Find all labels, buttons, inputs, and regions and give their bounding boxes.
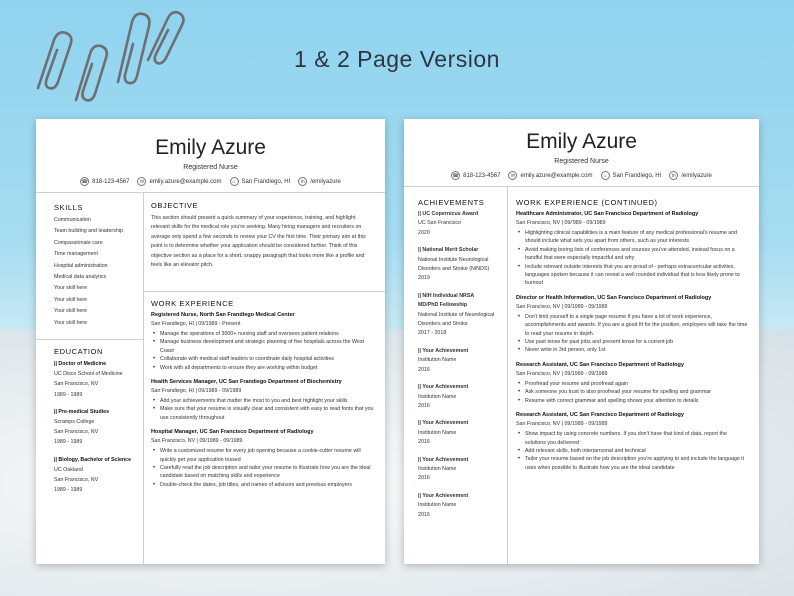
job-bullet: • Manage business development and strategic planning of five hospitals across the West Coast bbox=[151, 338, 377, 355]
candidate-name: Emily Azure bbox=[526, 130, 637, 153]
linkedin-icon: in bbox=[669, 171, 678, 180]
education-item: || Doctor of Medicine UC Disco School of Medicine San Francisco, NV 1989 - 1989 bbox=[54, 361, 123, 398]
job-entry: Registered Nurse, North San Frandiego Medical Center San Frandiego, HI | 09/1989 - Present • Manage the operations of 3000+ nursing staff and oversees patient relations • Manage business development and strategic planning of five hospitals across the West Coast • Collaborate with medical staff leaders to coordinate daily hospital activities • Work with all departments to ensure they are working within budget bbox=[151, 311, 377, 372]
candidate-name: Emily Azure bbox=[155, 136, 266, 159]
job-bullet: • Resume with correct grammar and spelling shows your attention to details bbox=[516, 397, 748, 405]
contact-location: ⌂ San Frandiego, HI bbox=[230, 177, 291, 186]
job-entry: Hospital Manager, UC San Francisco Department of Radiology San Francisco, NV | 09/1989 - 09/1989 • Write a customized resume for every job opening because a cookie-cutter resume will quickly get your application tossed • Carefully read the job description and tailor your resume to illustrate how you are the ideal candidate based on matching skills and experience • Double-check the dates, job titles, and names of advisors and previous employers bbox=[151, 428, 377, 489]
job-bullet: • Include relevant outside interests that you are proud of - perhaps extracurricular activities, languages spoken because it can reveal a well rounded individual that is less likely prone to burnout bbox=[516, 263, 748, 288]
email-icon: ✉ bbox=[137, 177, 146, 186]
achievements-list bbox=[418, 210, 506, 528]
work-experience-heading: WORK EXPERIENCE (CONTINUED) bbox=[516, 198, 658, 207]
skill-item: Hospital administration bbox=[54, 262, 108, 269]
achievement-item: || Your Achievement Institution Name 2016 bbox=[418, 384, 469, 409]
skill-item: Communication bbox=[54, 217, 91, 223]
skill-item: Your skill here bbox=[54, 308, 88, 315]
skill-item: Medical data analytics bbox=[54, 274, 107, 281]
education-list bbox=[54, 359, 142, 502]
contact-bar bbox=[36, 177, 385, 186]
job-bullet: • Never write in 3rd person, only 1st bbox=[516, 346, 748, 354]
achievement-item: || National Merit Scholar National Institute Neurological Disorders and Stroke (NINDS) 2019 bbox=[418, 247, 490, 282]
job-bullet: • Tailor your resume based on the job description you're applying to and include the language it uses when possible to illustrate how you are the ideal candidate bbox=[516, 455, 748, 472]
skill-item: Time management bbox=[54, 251, 98, 258]
job-bullet: • Proofread your resume and proofread again bbox=[516, 380, 748, 388]
resume-page-one bbox=[36, 119, 385, 564]
resume-page-two bbox=[404, 119, 759, 564]
skill-item: Your skill here bbox=[54, 296, 88, 303]
skill-item: Team building and leadership bbox=[54, 228, 123, 235]
job-bullet: • Write a customized resume for every job opening because a cookie-cutter resume will quickly get your application tossed bbox=[151, 447, 377, 464]
contact-linkedin: in /emilyazure bbox=[298, 177, 341, 186]
achievement-item: || Your Achievement Institution Name 2016 bbox=[418, 420, 469, 446]
page-title: 1 & 2 Page Version bbox=[294, 46, 500, 72]
work-experience-list bbox=[151, 311, 377, 495]
job-entry: Director or Health Information, UC San Francisco Department of Radiology San Francisco, NV | 09/1989 - 09/1989 • Don't limit yourself to a single page resume if you have a lot of work experience, accomplishments and awards. If you are a good fit for the position, employers will take the time to read your resume in depth. • Use past tense for past jobs and present tense for a current job • Never write in 3rd person, only 1st bbox=[516, 294, 748, 355]
education-heading: EDUCATION bbox=[54, 347, 104, 356]
job-bullet: • Avoid making boring lists of conferences and courses you've attended, instead focus on a handful that were especially impactful and why bbox=[516, 246, 748, 263]
phone-icon: ☎ bbox=[81, 178, 88, 185]
achievement-item: || Your Achievement Institution Name 2016 bbox=[418, 492, 469, 518]
education-item: || Biology, Bachelor of Science UC Oakland San Francisco, NV 1989 - 1989 bbox=[54, 456, 132, 494]
job-entry: Research Assistant, UC San Francisco Department of Radiology San Francisco, NV | 09/1989 - 09/1989 • Show impact by using concrete numbers. If you don't have that kind of data, report the solutions you delivered • Add relevant skills, both interpersonal and technical • Tailor your resume based on the job description you're applying to and include the language it uses when possible to illustrate how you are the ideal candidate bbox=[516, 411, 748, 472]
right-divider bbox=[143, 291, 385, 292]
job-bullet: • Add your achievements that matter the most to you and best highlight your skills bbox=[151, 397, 377, 405]
job-bullet: • Make sure that your resume is visually clear and consistent with easy to read fonts that you use consistently throughout bbox=[151, 405, 377, 422]
left-divider bbox=[36, 339, 143, 340]
job-bullet: • Collaborate with medical staff leaders to coordinate daily hospital activities bbox=[151, 355, 377, 363]
skill-item: Compassionate care bbox=[54, 239, 103, 246]
job-bullet: • Ask someone you trust to also proofread your resume for spelling and grammar bbox=[516, 388, 748, 396]
contact-linkedin: in /emilyazure bbox=[669, 171, 712, 180]
skill-item: Your skill here bbox=[54, 319, 88, 326]
job-bullet: • Work with all departments to ensure they are working within budget bbox=[151, 364, 377, 372]
job-bullet: • Add relevant skills, both interpersonal and technical bbox=[516, 447, 748, 455]
contact-location: ⌂ San Frandiego, HI bbox=[601, 171, 662, 180]
job-entry: Healthcare Administrator, UC San Francisco Department of Radiology San Francisco, NV | 09/'989 - 09/1989 • Highlighting clinical capabilities is a main feature of any medical professional's resume and should include what sets you apart from others, such as your interests • Avoid making boring lists of conferences and courses you've attended, instead focus on a handful that were especially impactful and why • Include relevant outside interests that you are proud of - perhaps extracurricular activities, languages spoken because it can reveal a well rounded individual that is less likely prone to burnout bbox=[516, 210, 748, 288]
column-divider bbox=[143, 192, 144, 564]
job-bullet: • Show impact by using concrete numbers. If you don't have that kind of data, report the solutions you delivered bbox=[516, 430, 748, 447]
job-bullet: • Don't limit yourself to a single page resume if you have a lot of work experience, accomplishments and awards. If you are a good fit for the position, employers will take the time to read your resume in depth. bbox=[516, 313, 748, 338]
header-divider bbox=[36, 192, 385, 193]
job-entry: Health Services Manager, UC San Frandiego Department of Biochemistry San Frandiego, HI | 09/1989 - 09/1989 • Add your achievements that matter the most to you and best highlight your skills • Make sure that your resume is visually clear and consistent with easy to read fonts that you use consistently throughout bbox=[151, 378, 377, 422]
achievement-item: || NIH Individual NRSA MD/PhD Fellowship National Institute of Neurological Disorders and Stroke 2017 - 2018 bbox=[418, 292, 495, 337]
column-divider bbox=[507, 186, 508, 564]
contact-phone: ☎ 818-123-4567 bbox=[81, 178, 130, 185]
job-bullet: • Highlighting clinical capabilities is a main feature of any medical professional's resume and should include what sets you apart from others, such as your interests bbox=[516, 229, 748, 246]
work-experience-list bbox=[516, 210, 748, 478]
contact-phone: ☎ 818-123-4567 bbox=[452, 172, 501, 179]
objective-heading: OBJECTIVE bbox=[151, 201, 199, 210]
contact-bar bbox=[404, 171, 759, 180]
linkedin-icon: in bbox=[298, 177, 307, 186]
work-experience-heading: WORK EXPERIENCE bbox=[151, 299, 234, 308]
location-icon: ⌂ bbox=[601, 171, 610, 180]
contact-email: ✉ emily.azure@example.com bbox=[137, 177, 221, 186]
candidate-role: Registered Nurse bbox=[183, 164, 238, 171]
objective-text: This section should present a quick summary of your experience, training, and highlight relevant skills for the medical role you're seeking. Many hiring managers and recruiters on average only spend a few seconds to review your CV the first time. Their primary aim at this point is to determine whether your application should be considered further. Think of this objective section as a place for a short, snappy paragraph that looks more like a profile and feels like an elevator pitch. bbox=[151, 215, 366, 269]
achievement-item: || UC Copernicus Award UC San Francisco 2020 bbox=[418, 211, 479, 236]
achievement-item: || Your Achievement Institution Name 2016 bbox=[418, 347, 469, 373]
skills-heading: SKILLS bbox=[54, 203, 84, 212]
job-entry: Research Assistant, UC San Francisco Department of Radiology San Francisco, NV | 09/1989 - 09/1989 • Proofread your resume and proofread again • Ask someone you trust to also proofread your resume for spelling and grammar • Resume with correct grammar and spelling shows your attention to details bbox=[516, 361, 748, 405]
achievement-item: || Your Achievement Institution Name 2016 bbox=[418, 456, 469, 482]
email-icon: ✉ bbox=[508, 171, 517, 180]
job-bullet: • Use past tense for past jobs and present tense for a current job bbox=[516, 338, 748, 346]
phone-icon: ☎ bbox=[452, 172, 459, 179]
contact-email: ✉ emily.azure@example.com bbox=[508, 171, 592, 180]
job-bullet: • Double-check the dates, job titles, and names of advisors and previous employers bbox=[151, 481, 377, 489]
header-divider bbox=[404, 186, 759, 187]
education-item: || Pre-medical Studies Scramps College San Francisco, NV 1989 - 1989 bbox=[54, 408, 110, 446]
job-bullet: • Carefully read the job description and tailor your resume to illustrate how you are the ideal candidate based on matching skills and experience bbox=[151, 464, 377, 481]
skills-list bbox=[54, 215, 142, 329]
candidate-role: Registered Nurse bbox=[554, 158, 609, 165]
location-icon: ⌂ bbox=[230, 177, 239, 186]
skill-item: Your skill here bbox=[54, 285, 88, 292]
achievements-heading: ACHIEVEMENTS bbox=[418, 198, 485, 207]
job-bullet: • Manage the operations of 3000+ nursing staff and oversees patient relations bbox=[151, 330, 377, 338]
